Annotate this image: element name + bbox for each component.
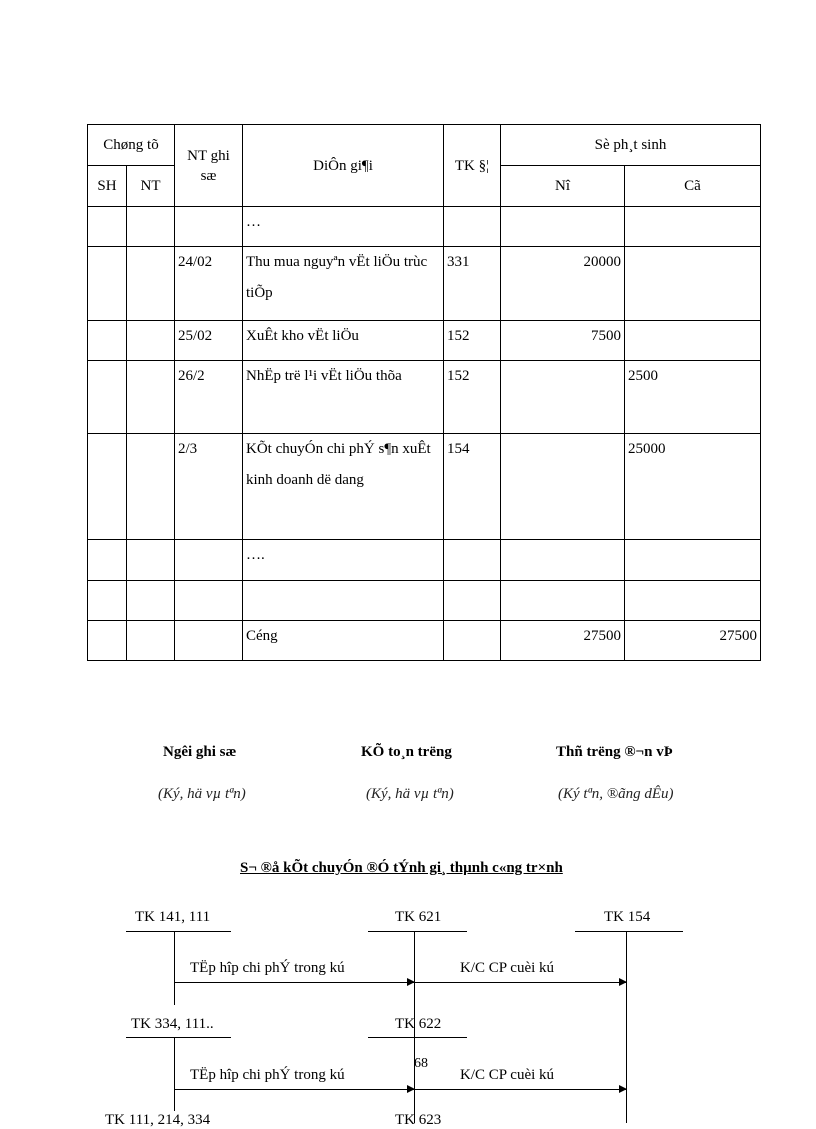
- cell-credit: [625, 581, 761, 621]
- account-tk623: TK 623: [395, 1112, 442, 1128]
- arrow-collect-2: [174, 1089, 414, 1090]
- total-row: [88, 621, 761, 661]
- cell-debit: 20000: [501, 247, 625, 321]
- cell-debit: [501, 540, 625, 581]
- account-tk111: TK 111, 214, 334: [105, 1112, 211, 1128]
- account-tk141-stem: [174, 931, 175, 1005]
- header-voucher: Chøng tõ: [88, 125, 175, 166]
- cell-credit: 2500: [625, 361, 761, 434]
- cell-sh: [88, 434, 127, 540]
- account-tk154-line: [575, 931, 683, 932]
- flow-transfer-2: K/C CP cuèi kú: [460, 1067, 555, 1083]
- account-tk141-line: [126, 931, 231, 932]
- cell-debit: 7500: [501, 321, 625, 361]
- flow-transfer-1: K/C CP cuèi kú: [460, 960, 555, 976]
- table-row: [88, 540, 761, 581]
- cell-date: [175, 581, 243, 621]
- cell-nt: [127, 540, 175, 581]
- total-label: Céng: [243, 621, 444, 661]
- header-debit: Nî: [501, 166, 625, 207]
- cell-date: 24/02: [175, 247, 243, 321]
- signature-bookkeeper-title: Ngêi ghi sæ: [163, 744, 237, 760]
- cell-account: 152: [444, 361, 501, 434]
- cell-sh: [88, 247, 127, 321]
- cell-description: KÕt chuyÓn chi phÝ s¶n xuÊt kinh doanh dë dang: [243, 434, 444, 540]
- header-contra-account: TK §¦: [444, 125, 501, 207]
- account-tk334-stem: [174, 1037, 175, 1111]
- arrow-transfer-1: [414, 982, 626, 983]
- header-sh: SH: [88, 166, 127, 207]
- account-tk334: TK 334, 111..: [131, 1016, 214, 1032]
- account-tk334-line: [126, 1037, 231, 1038]
- signature-director-note: (Ký tªn, ®ãng dÊu): [558, 786, 674, 802]
- flow-collect-2: TËp hîp chi phÝ trong kú: [190, 1067, 345, 1083]
- cell-sh: [88, 540, 127, 581]
- cell-description: ….: [243, 540, 444, 581]
- header-posting-date: NT ghi sæ: [175, 125, 243, 207]
- signature-accountant-note: (Ký, hä vµ tªn): [366, 786, 454, 802]
- diagram-title: S¬ ®å kÕt chuyÓn ®Ó tÝnh gi¸ thµnh c«ng tr×nh: [240, 860, 563, 876]
- table-row: [88, 207, 761, 247]
- account-tk622: TK 622: [395, 1016, 442, 1032]
- account-tk621: TK 621: [395, 909, 442, 925]
- cell-nt: [127, 361, 175, 434]
- cell-account: [444, 581, 501, 621]
- cell-debit: [501, 434, 625, 540]
- cell-nt: [127, 581, 175, 621]
- cell-description: …: [243, 207, 444, 247]
- table-row: [88, 581, 761, 621]
- signature-director-title: Thñ trëng ®¬n vÞ: [556, 744, 673, 760]
- cell-credit: [625, 247, 761, 321]
- ledger-table: [87, 124, 761, 661]
- cell-date: 25/02: [175, 321, 243, 361]
- cell-nt: [127, 434, 175, 540]
- account-tk154: TK 154: [604, 909, 651, 925]
- cell-sh: [88, 207, 127, 247]
- cell-description: NhËp trë l¹i vËt liÖu thõa: [243, 361, 444, 434]
- cell-debit: [501, 581, 625, 621]
- page-number: 68: [414, 1056, 428, 1071]
- cell-nt: [127, 207, 175, 247]
- cell-date: [175, 540, 243, 581]
- cell-sh: [88, 321, 127, 361]
- signature-bookkeeper-note: (Ký, hä vµ tªn): [158, 786, 246, 802]
- table-row: [88, 434, 761, 540]
- cell-account: [444, 540, 501, 581]
- cell-sh: [88, 361, 127, 434]
- header-amount: Sè ph¸t sinh: [501, 125, 761, 166]
- cell-credit: 25000: [625, 434, 761, 540]
- cell-date: 2/3: [175, 434, 243, 540]
- header-nt: NT: [127, 166, 175, 207]
- cell-credit: [625, 321, 761, 361]
- account-tk621-line: [368, 931, 467, 932]
- table-row: [88, 361, 761, 434]
- cell-description: XuÊt kho vËt liÖu: [243, 321, 444, 361]
- cell-debit: [501, 361, 625, 434]
- account-tk154-stem: [626, 931, 627, 1123]
- header-description: DiÔn gi¶i: [243, 125, 444, 207]
- total-credit: 27500: [625, 621, 761, 661]
- cell-credit: [625, 540, 761, 581]
- cell-date: 26/2: [175, 361, 243, 434]
- arrow-transfer-2: [414, 1089, 626, 1090]
- table-row: [88, 321, 761, 361]
- cell-sh: [88, 581, 127, 621]
- cell-description: [243, 581, 444, 621]
- cell-account: 152: [444, 321, 501, 361]
- total-debit: 27500: [501, 621, 625, 661]
- cell-nt: [127, 321, 175, 361]
- cell-account: 331: [444, 247, 501, 321]
- cell-credit: [625, 207, 761, 247]
- signature-accountant-title: KÕ to¸n trëng: [361, 744, 452, 760]
- cell-account: 154: [444, 434, 501, 540]
- account-tk141: TK 141, 111: [135, 909, 211, 925]
- cell-description: Thu mua nguyªn vËt liÖu trùc tiÕp: [243, 247, 444, 321]
- header-credit: Cã: [625, 166, 761, 207]
- cell-debit: [501, 207, 625, 247]
- table-row: [88, 247, 761, 321]
- cell-date: [175, 207, 243, 247]
- account-tk622-line: [368, 1037, 467, 1038]
- cell-nt: [127, 247, 175, 321]
- cell-account: [444, 207, 501, 247]
- flow-collect-1: TËp hîp chi phÝ trong kú: [190, 960, 345, 976]
- arrow-collect-1: [174, 982, 414, 983]
